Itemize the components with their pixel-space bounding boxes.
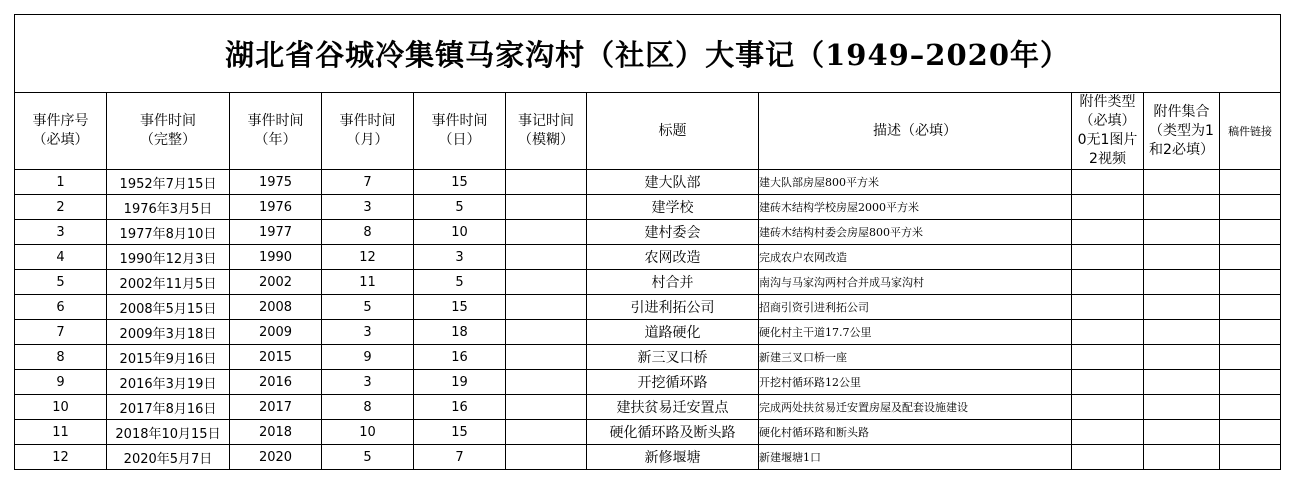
col-year-cell: 1975 [230,170,322,195]
col-year-cell: 2016 [230,370,322,395]
col-attachment-set-cell [1144,420,1220,445]
col-day-cell: 5 [414,270,506,295]
col-full-date-cell: 2015年9月16日 [107,345,230,370]
col-attachment-set-cell [1144,245,1220,270]
col-attachment-type-cell [1072,295,1144,320]
col-month-cell: 7 [322,170,414,195]
col-title-cell: 建扶贫易迁安置点 [587,395,759,420]
col-attachment-set-cell [1144,295,1220,320]
col-description-header: 描述（必填） [759,93,1072,170]
col-link-cell [1220,420,1281,445]
col-index-cell: 12 [15,445,107,470]
col-attachment-type-cell [1072,445,1144,470]
col-index-cell: 8 [15,345,107,370]
col-attachment-set-cell [1144,195,1220,220]
col-full-date-cell: 2002年11月5日 [107,270,230,295]
col-full-date-cell: 2009年3月18日 [107,320,230,345]
col-month-cell: 5 [322,445,414,470]
col-title-cell: 建大队部 [587,170,759,195]
col-title-cell: 农网改造 [587,245,759,270]
col-attachment-set-cell [1144,345,1220,370]
col-title-cell: 新三叉口桥 [587,345,759,370]
col-index-cell: 10 [15,395,107,420]
col-description-cell: 建砖木结构村委会房屋800平方米 [759,220,1072,245]
col-year-cell: 2015 [230,345,322,370]
col-title-cell: 开挖循环路 [587,370,759,395]
col-day-cell: 16 [414,395,506,420]
col-link-cell [1220,445,1281,470]
table-row [15,445,1281,470]
col-year-cell: 2017 [230,395,322,420]
col-month-cell: 10 [322,420,414,445]
col-year-cell: 2018 [230,420,322,445]
col-fuzzy-date-cell [506,220,587,245]
col-attachment-set-header: 附件集合 （类型为1 和2必填） [1144,93,1220,170]
col-title-cell: 建学校 [587,195,759,220]
col-full-date-cell: 2020年5月7日 [107,445,230,470]
page-title: 湖北省谷城冷集镇马家沟村（社区）大事记（1949–2020年） [15,15,1281,93]
col-full-date-cell: 1977年8月10日 [107,220,230,245]
table-row [15,245,1281,270]
col-full-date-cell: 2017年8月16日 [107,395,230,420]
col-title-cell: 道路硬化 [587,320,759,345]
col-attachment-type-cell [1072,370,1144,395]
col-link-cell [1220,170,1281,195]
col-month-cell: 9 [322,345,414,370]
col-index-cell: 5 [15,270,107,295]
col-year-cell: 1976 [230,195,322,220]
col-attachment-set-cell [1144,270,1220,295]
table-row [15,370,1281,395]
col-description-cell: 硬化村循环路和断头路 [759,420,1072,445]
col-title-cell: 新修堰塘 [587,445,759,470]
col-attachment-set-cell [1144,320,1220,345]
col-day-cell: 19 [414,370,506,395]
col-link-header: 稿件链接 [1220,93,1281,170]
col-fuzzy-date-cell [506,395,587,420]
col-attachment-type-cell [1072,395,1144,420]
col-fuzzy-date-cell [506,320,587,345]
col-link-cell [1220,320,1281,345]
col-description-cell: 新建堰塘1口 [759,445,1072,470]
col-year-cell: 2008 [230,295,322,320]
col-full-date-cell: 1952年7月15日 [107,170,230,195]
col-month-cell: 11 [322,270,414,295]
col-description-cell: 完成两处扶贫易迁安置房屋及配套设施建设 [759,395,1072,420]
col-attachment-set-cell [1144,220,1220,245]
col-attachment-set-cell [1144,370,1220,395]
col-year-cell: 1977 [230,220,322,245]
col-month-header: 事件时间 （月） [322,93,414,170]
table-row [15,170,1281,195]
col-year-cell: 2002 [230,270,322,295]
col-month-cell: 8 [322,220,414,245]
col-attachment-type-cell [1072,345,1144,370]
col-month-cell: 5 [322,295,414,320]
col-link-cell [1220,395,1281,420]
col-title-cell: 引进利拓公司 [587,295,759,320]
col-attachment-type-cell [1072,420,1144,445]
col-index-header: 事件序号 （必填） [15,93,107,170]
col-day-cell: 15 [414,170,506,195]
col-title-cell: 硬化循环路及断头路 [587,420,759,445]
table-row [15,420,1281,445]
col-month-cell: 12 [322,245,414,270]
col-full-date-cell: 2016年3月19日 [107,370,230,395]
col-fuzzy-date-cell [506,245,587,270]
table-row [15,320,1281,345]
col-year-header: 事件时间 （年） [230,93,322,170]
col-link-cell [1220,370,1281,395]
col-day-cell: 18 [414,320,506,345]
col-description-cell: 硬化村主干道17.7公里 [759,320,1072,345]
table-row [15,220,1281,245]
col-link-cell [1220,345,1281,370]
col-day-cell: 3 [414,245,506,270]
col-fuzzy-date-header: 事记时间 （模糊） [506,93,587,170]
col-description-cell: 新建三叉口桥一座 [759,345,1072,370]
events-table [14,14,1281,470]
col-attachment-type-cell [1072,320,1144,345]
col-index-cell: 9 [15,370,107,395]
column-headers [15,93,1281,170]
col-full-date-cell: 1976年3月5日 [107,195,230,220]
table-row [15,270,1281,295]
col-index-cell: 6 [15,295,107,320]
col-full-date-cell: 1990年12月3日 [107,245,230,270]
col-attachment-type-cell [1072,245,1144,270]
col-attachment-type-cell [1072,220,1144,245]
col-attachment-set-cell [1144,445,1220,470]
col-fuzzy-date-cell [506,270,587,295]
col-attachment-type-cell [1072,195,1144,220]
col-description-cell: 建砖木结构学校房屋2000平方米 [759,195,1072,220]
col-month-cell: 3 [322,320,414,345]
col-description-cell: 招商引资引进利拓公司 [759,295,1072,320]
table-row [15,395,1281,420]
col-fuzzy-date-cell [506,295,587,320]
col-index-cell: 4 [15,245,107,270]
table-row [15,295,1281,320]
col-day-cell: 5 [414,195,506,220]
table-body [15,170,1281,470]
col-day-cell: 7 [414,445,506,470]
col-index-cell: 2 [15,195,107,220]
col-month-cell: 3 [322,195,414,220]
col-full-date-cell: 2008年5月15日 [107,295,230,320]
col-year-cell: 2009 [230,320,322,345]
col-link-cell [1220,220,1281,245]
col-description-cell: 建大队部房屋800平方米 [759,170,1072,195]
col-fuzzy-date-cell [506,445,587,470]
col-link-cell [1220,195,1281,220]
col-link-cell [1220,245,1281,270]
col-year-cell: 1990 [230,245,322,270]
col-attachment-type-cell [1072,170,1144,195]
col-fuzzy-date-cell [506,195,587,220]
col-link-cell [1220,295,1281,320]
col-description-cell: 南沟与马家沟两村合并成马家沟村 [759,270,1072,295]
col-fuzzy-date-cell [506,170,587,195]
col-attachment-set-cell [1144,395,1220,420]
col-day-cell: 10 [414,220,506,245]
table-row [15,195,1281,220]
col-year-cell: 2020 [230,445,322,470]
col-index-cell: 11 [15,420,107,445]
col-day-cell: 16 [414,345,506,370]
col-title-cell: 建村委会 [587,220,759,245]
col-full-date-header: 事件时间 （完整） [107,93,230,170]
col-title-cell: 村合并 [587,270,759,295]
col-fuzzy-date-cell [506,370,587,395]
col-description-cell: 开挖村循环路12公里 [759,370,1072,395]
col-attachment-set-cell [1144,170,1220,195]
col-month-cell: 8 [322,395,414,420]
col-index-cell: 3 [15,220,107,245]
col-attachment-type-header: 附件类型 （必填） 0无1图片 2视频 [1072,93,1144,170]
col-link-cell [1220,270,1281,295]
col-index-cell: 1 [15,170,107,195]
col-description-cell: 完成农户农网改造 [759,245,1072,270]
col-day-cell: 15 [414,295,506,320]
col-day-cell: 15 [414,420,506,445]
col-day-header: 事件时间 （日） [414,93,506,170]
col-fuzzy-date-cell [506,420,587,445]
col-full-date-cell: 2018年10月15日 [107,420,230,445]
col-title-header: 标题 [587,93,759,170]
col-attachment-type-cell [1072,270,1144,295]
table-row [15,345,1281,370]
col-index-cell: 7 [15,320,107,345]
col-month-cell: 3 [322,370,414,395]
col-fuzzy-date-cell [506,345,587,370]
